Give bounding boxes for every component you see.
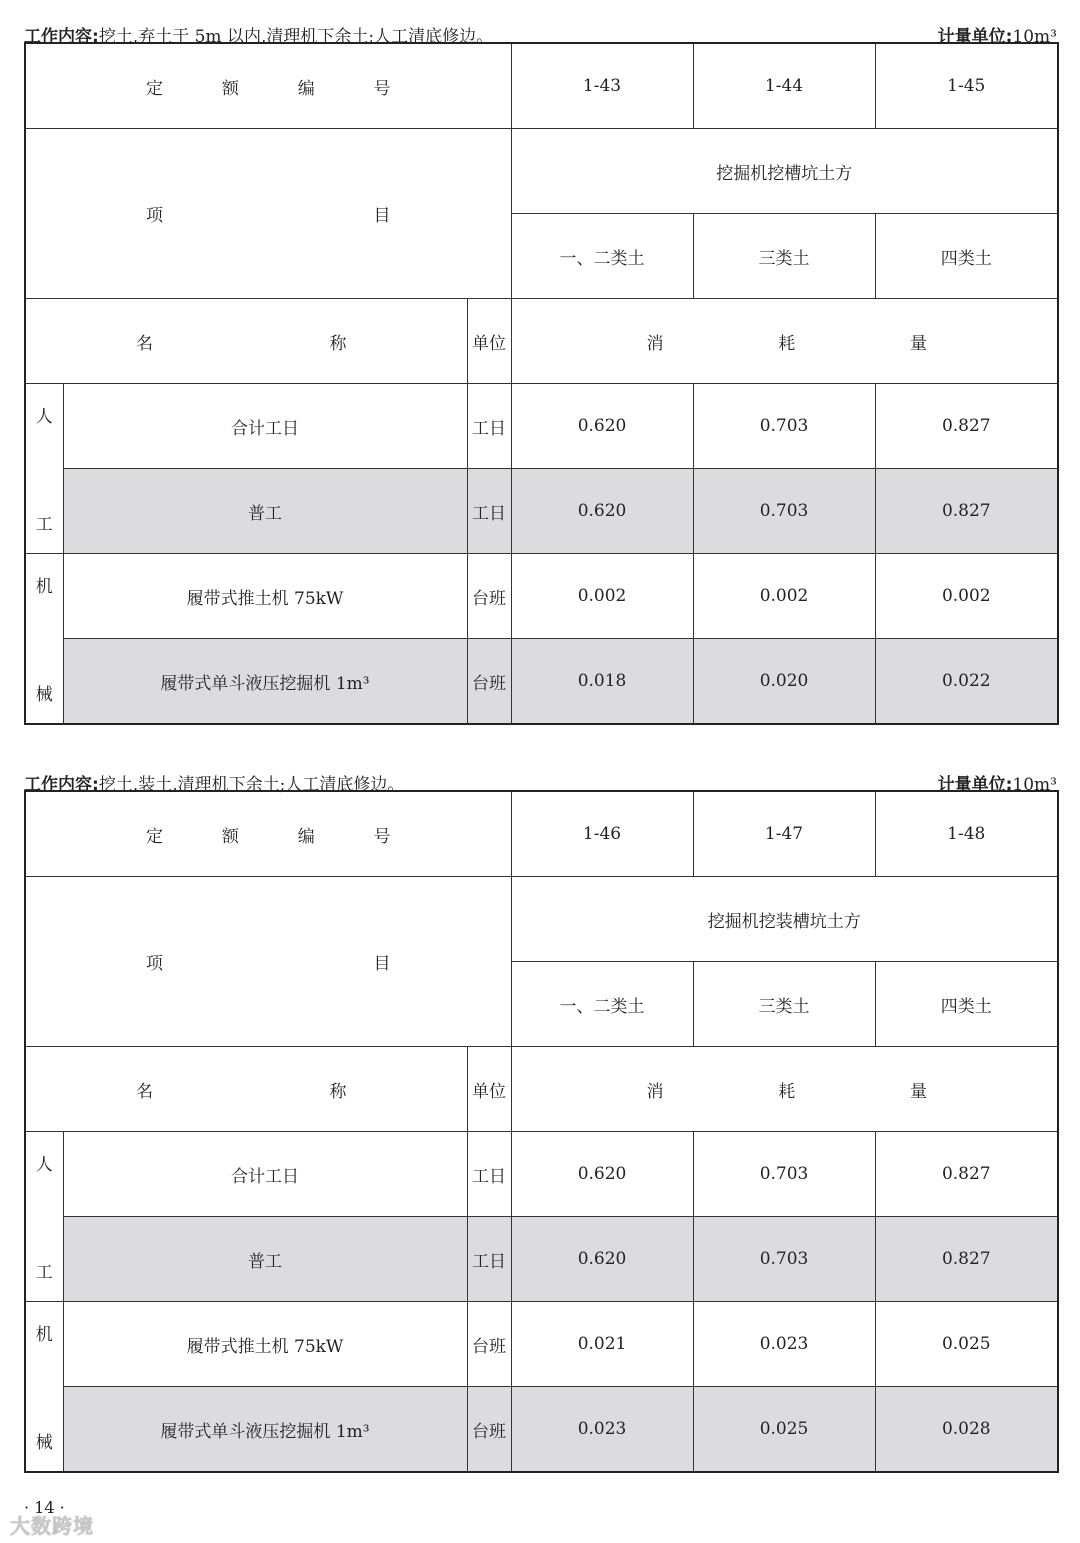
measure-unit-value: 10m³ [1012,27,1057,47]
row-value: 0.620 [511,384,693,469]
row-value: 0.028 [875,1387,1058,1473]
row-value: 0.025 [875,1302,1058,1387]
row-unit: 台班 [467,639,511,725]
row-value: 0.703 [693,469,875,554]
row-value: 0.620 [511,469,693,554]
soil-type: 四类土 [875,962,1058,1047]
measure-unit-label: 计量单位: [937,27,1013,47]
row-unit: 工日 [467,1132,511,1217]
code-header-char: 定 [146,78,163,99]
consumption-header-char: 量 [910,1081,928,1102]
category-char: 人 [35,1155,53,1175]
row-name: 履带式单斗液压挖掘机 1m³ [63,639,467,725]
row-name: 普工 [63,469,467,554]
code-header-char: 编 [297,78,315,99]
code-header-char: 编 [297,826,315,847]
row-value: 0.703 [693,384,875,469]
page-number: · 14 · [24,1498,65,1517]
code-row [25,43,1058,129]
quota-code: 1-46 [511,791,693,877]
row-value: 0.002 [875,554,1058,639]
item-title-row [25,877,1058,962]
category-char: 机 [35,1325,53,1345]
item-title: 挖掘机挖装槽坑土方 [511,877,1058,962]
measure-unit-value: 10m³ [1012,775,1057,795]
name-header-cell [25,1047,467,1132]
labor-category [25,384,63,554]
row-name: 履带式单斗液压挖掘机 1m³ [63,1387,467,1473]
work-content-text: 挖土,装土,清理机下余土;人工清底修边。 [98,775,405,795]
soil-type: 一、二类土 [511,214,693,299]
name-header-char: 名 [136,333,153,354]
unit-header: 单位 [467,299,511,384]
quota-table [24,42,1059,725]
table-row [25,469,1058,554]
row-value: 0.827 [875,384,1058,469]
code-header-char: 额 [221,826,239,847]
table-row [25,1132,1058,1217]
quota-code: 1-47 [693,791,875,877]
name-header-char: 名 [136,1081,153,1102]
row-name: 合计工日 [63,1132,467,1217]
row-value: 0.025 [693,1387,875,1473]
consumption-header-cell [511,1047,1058,1132]
category-char: 工 [35,1263,53,1283]
row-unit: 台班 [467,1302,511,1387]
row-unit: 台班 [467,1387,511,1473]
row-name: 普工 [63,1217,467,1302]
table-row [25,1387,1058,1473]
consumption-header-char: 消 [646,333,664,354]
category-char: 械 [35,1433,53,1453]
item-header-char: 项 [146,954,163,974]
row-value: 0.620 [511,1217,693,1302]
row-unit: 工日 [467,384,511,469]
quota-code: 1-43 [511,43,693,129]
row-unit: 工日 [467,469,511,554]
item-header-char: 项 [146,206,163,226]
row-name: 履带式推土机 75kW [63,1302,467,1387]
item-header-cell [25,877,511,1047]
code-header-char: 定 [146,826,163,847]
code-header-char: 号 [373,78,391,99]
machine-category [25,554,63,725]
soil-type: 一、二类土 [511,962,693,1047]
quota-code: 1-45 [875,43,1058,129]
unit-header: 单位 [467,1047,511,1132]
category-char: 工 [35,515,53,535]
quota-table [24,790,1059,1473]
row-value: 0.018 [511,639,693,725]
consumption-header-cell [511,299,1058,384]
consumption-header-char: 量 [910,333,928,354]
row-value: 0.021 [511,1302,693,1387]
code-header-char: 额 [221,78,239,99]
work-content-label: 工作内容: [24,27,99,47]
table-row [25,554,1058,639]
consumption-header-char: 耗 [778,1081,796,1102]
table-row [25,1302,1058,1387]
measure-unit-label: 计量单位: [937,775,1013,795]
category-char: 人 [35,407,53,427]
code-header-char: 号 [373,826,391,847]
consumption-header-char: 耗 [778,333,796,354]
name-header-char: 称 [329,1081,347,1102]
item-header-char: 目 [373,206,391,226]
soil-type: 三类土 [693,962,875,1047]
consumption-header-char: 消 [646,1081,664,1102]
soil-type: 四类土 [875,214,1058,299]
row-value: 0.020 [693,639,875,725]
row-value: 0.022 [875,639,1058,725]
row-value: 0.827 [875,1132,1058,1217]
table-row [25,1217,1058,1302]
code-row [25,791,1058,877]
row-value: 0.002 [693,554,875,639]
row-value: 0.827 [875,1217,1058,1302]
work-content-text: 挖土,弃土于 5m 以内,清理机下余土;人工清底修边。 [98,27,494,47]
row-value: 0.620 [511,1132,693,1217]
item-header-cell [25,129,511,299]
name-header-char: 称 [329,333,347,354]
item-title-row [25,129,1058,214]
code-header-cell [25,43,511,129]
work-content-label: 工作内容: [24,775,99,795]
quota-code: 1-44 [693,43,875,129]
name-header-cell [25,299,467,384]
item-header-char: 目 [373,954,391,974]
row-value: 0.703 [693,1132,875,1217]
row-value: 0.002 [511,554,693,639]
row-unit: 工日 [467,1217,511,1302]
quota-code: 1-48 [875,791,1058,877]
code-header-cell [25,791,511,877]
row-value: 0.023 [511,1387,693,1473]
column-header-row [25,1047,1058,1132]
row-name: 合计工日 [63,384,467,469]
category-char: 机 [35,577,53,597]
row-value: 0.703 [693,1217,875,1302]
watermark: 大数跨境 [10,1514,94,1538]
row-unit: 台班 [467,554,511,639]
row-value: 0.827 [875,469,1058,554]
category-char: 械 [35,685,53,705]
table-row [25,384,1058,469]
machine-category [25,1302,63,1473]
column-header-row [25,299,1058,384]
soil-type: 三类土 [693,214,875,299]
item-title: 挖掘机挖槽坑土方 [511,129,1058,214]
row-name: 履带式推土机 75kW [63,554,467,639]
row-value: 0.023 [693,1302,875,1387]
labor-category [25,1132,63,1302]
table-row [25,639,1058,725]
